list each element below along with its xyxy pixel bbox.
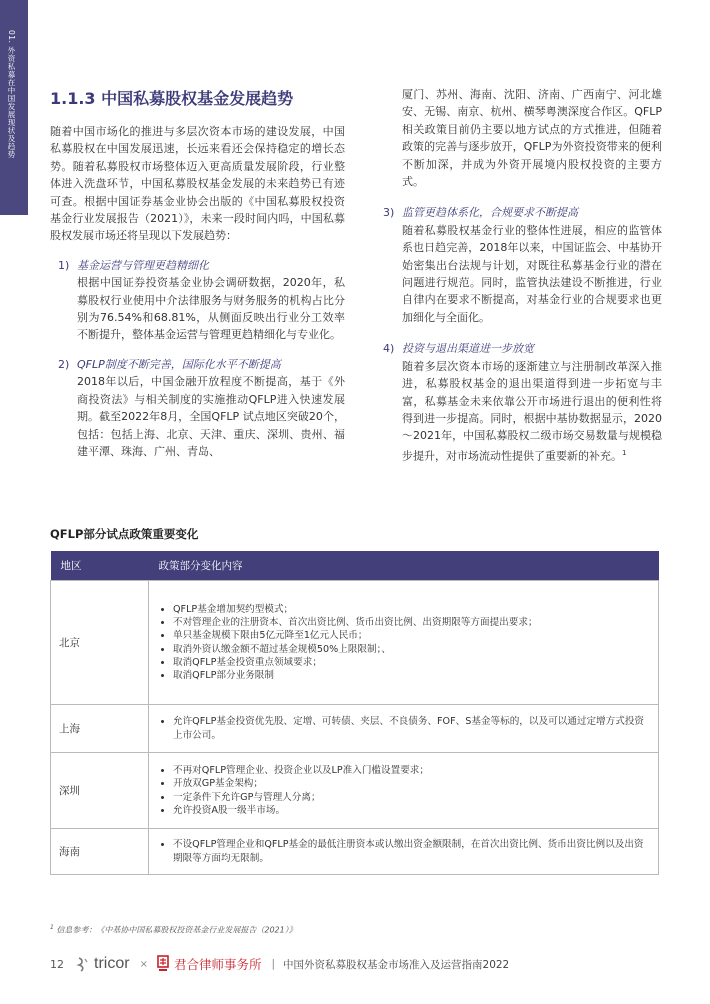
tricor-logo [76, 955, 130, 973]
right-column [375, 86, 662, 465]
tricor-wordmark: tricor [94, 955, 130, 972]
intro-paragraph: 随着中国市场化的推进与多层次资本市场的建设发展，中国私募股权在中国发展迅速，长远来看还会保持稳定的增长态势。随着私募股权市场整体迈入更高质量发展阶段，行业整体进入洗盘环节，中国私募股权基金发展的未来趋势已有迹可查。根据中国证券基金业协会出版的《中国私募股权投资基金行业发展报告（2021）》，未来一段时间内吗，中国私募股权发展市场还将呈现以下发展趋势： [50, 125, 345, 243]
publication-title: 中国外资私募股权基金市场准入及运营指南2022 [283, 958, 510, 971]
table-row [51, 705, 659, 753]
table-row [51, 581, 659, 705]
trend-item-3 [375, 204, 662, 326]
table-header-row [51, 551, 659, 581]
column-header-region: 地区 [51, 551, 149, 581]
list-item: • 取消QFLP基金投资重点领域要求； [173, 656, 650, 669]
list-item: • 取消QFLP部分业务限制 [173, 669, 650, 682]
region-cell: 海南 [51, 829, 149, 875]
list-item: • 允许QFLP基金投资优先股、定增、可转债、夹层、不良债务、FOF、S基金等标的，以及可以通过定增方式投资上市公司。 [173, 715, 650, 741]
changes-list [157, 764, 650, 817]
changes-cell [149, 705, 659, 753]
section-title: 1.1.3 中国私募股权基金发展趋势 [50, 89, 294, 108]
list-item: • 不对管理企业的注册资本、首次出资比例、货币出资比例、出资期限等方面提出要求； [173, 616, 650, 629]
trend-item-4 [375, 340, 662, 465]
trend-number: 1) [58, 258, 70, 272]
law-firm-name: 君合律师事务所 [173, 957, 262, 972]
list-item: • 一定条件下允许GP与管理人分离； [173, 791, 650, 804]
trend-heading: 基金运营与管理更趋精细化 [77, 258, 209, 272]
list-item: • 单只基金规模下限由5亿元降至1亿元人民币； [173, 629, 650, 642]
footer-separator: | [271, 958, 276, 970]
list-item: • 开放双GP基金架构； [173, 777, 650, 790]
list-item: • 不再对QFLP管理企业、投资企业以及LP准入门槛设置要求； [173, 764, 650, 777]
trend-body: 厦门、苏州、海南、沈阳、济南、广西南宁、河北雄安、无锡、南京、杭州、横琴粤澳深度合作区。QFLP相关政策目前仍主要以地方试点的方式推进，但随着政策的完善与逐步放开，QFLP为外资投资带来的便利不断加深，并成为外资开展境内股权投资的主要方式。 [402, 88, 662, 189]
changes-cell [149, 753, 659, 829]
trend-body: 2018年以后，中国金融开放程度不断提高，基于《外商投资法》与相关制度的实施推动QFLP进入快速发展期。截至2022年8月，全国QFLP 试点地区突破20个，包括：包括上海、北京、天津、重庆、深圳、贵州、福建平潭、珠海、广州、青岛、 [77, 375, 345, 458]
region-cell: 上海 [51, 705, 149, 753]
trend-body: 随着私募股权基金行业的整体性进展，相应的监管体系也日趋完善，2018年以来，中国证监会、中基协开始密集出台法规与计划，对既往私募基金行业的潜在问题进行规范。同时，监管执法建设不断推进，行业自律内在要求不断提高，对基金行业的合规要求也更加细化与全面化。 [402, 223, 662, 324]
trend-body-text: 随着多层次资本市场的逐渐建立与注册制改革深入推进，私募股权基金的退出渠道得到进一步拓宽与丰富，私募基金未来依靠公开市场进行退出的便利性将得到进一步提高。同时，根据中基协数据显示，2020～2021年，中国私募股权二级市场交易数量与规模稳步提升，对市场流动性提供了重要新的补充。 [402, 359, 662, 463]
junhe-seal-icon [156, 955, 170, 973]
changes-cell [149, 829, 659, 875]
trend-item-1 [50, 257, 345, 344]
times-sign: × [139, 958, 148, 970]
changes-list [157, 603, 650, 682]
list-item: • 取消外资认缴金额不超过基金规模50%上限限制；、 [173, 643, 650, 656]
junhe-logo [156, 955, 262, 973]
changes-list [157, 838, 650, 864]
table-title: QFLP部分试点政策重要变化 [50, 527, 199, 541]
footnote [50, 924, 297, 936]
trend-item-2-continued [375, 86, 662, 190]
footnote-text: 信息参考：《中基协中国私募股权投资基金行业发展报告（2021）》 [56, 925, 297, 935]
table-row [51, 753, 659, 829]
trend-number: 4) [383, 342, 395, 356]
list-item: • 不设QFLP管理企业和QFLP基金的最低注册资本或认缴出资金额限制，在首次出资比例、货币出资比例以及出资期限等方面均无限制。 [173, 838, 650, 864]
column-header-changes: 政策部分变化内容 [149, 551, 659, 581]
page-number: 12 [50, 957, 64, 971]
tricor-mark-icon [76, 956, 90, 972]
changes-cell [149, 581, 659, 705]
trend-item-2 [50, 356, 345, 460]
region-cell: 北京 [51, 581, 149, 705]
trend-heading: QFLP制度不断完善，国际化水平不断提高 [77, 357, 281, 371]
trend-number: 2) [58, 357, 70, 371]
changes-list [157, 715, 650, 741]
footnote-number: 1 [50, 924, 54, 931]
side-tab-label: 01. 外资私募在中国发展现状及趋势 [7, 30, 16, 159]
policy-table [50, 551, 659, 875]
trend-heading: 监管更趋体系化，合规要求不断提高 [402, 206, 578, 220]
side-tab [0, 0, 28, 215]
region-cell: 深圳 [51, 753, 149, 829]
list-item: • 允许投资A股一级半市场。 [173, 804, 650, 817]
footnote-ref: 1 [622, 448, 627, 457]
left-column [50, 123, 345, 460]
page-footer [50, 953, 670, 975]
trend-number: 3) [383, 206, 395, 220]
trend-body: 根据中国证券投资基金业协会调研数据，2020年，私募股权行业使用中介法律服务与财务服务的机构占比分别为76.54%和68.81%，从侧面反映出行业分工效率不断提升，整体基金运营与管理更趋精细化与专业化。 [77, 276, 345, 342]
table-row [51, 829, 659, 875]
trend-heading: 投资与退出渠道进一步放宽 [402, 342, 534, 356]
list-item: • QFLP基金增加契约型模式； [173, 603, 650, 616]
trend-body [402, 358, 662, 465]
